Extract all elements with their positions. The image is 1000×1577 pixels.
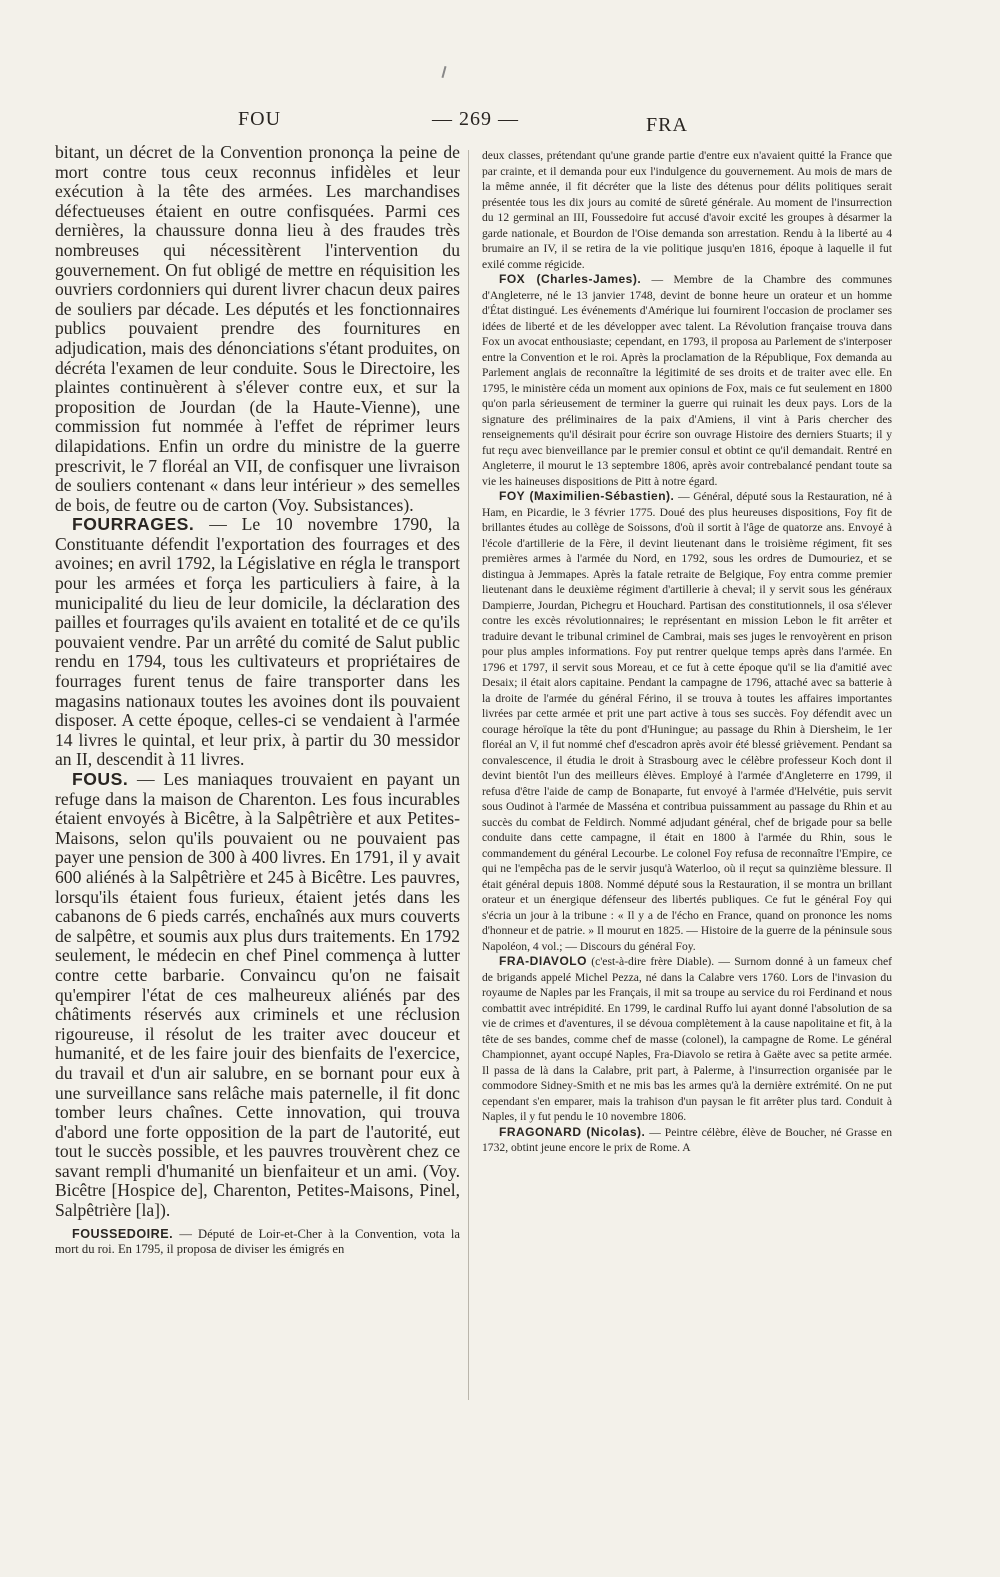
- entry-text: (c'est-à-dire frère Diable). — Surnom donné à un fameux chef de brigands appelé Michel Pezza, né dans la Calabre vers 1760. Lors de l'invasion du royaume de Naples par les Français, il mit sa troupe au service du roi Ferdinand et nous combattit avec intrépidité. En 1799, le cardinal Ruffo lui ayant donné l'absolution de sa vie de crimes et d'aventures, il se dévoua complètement à la cause napolitaine et fit, à la tête de ses bandes, comme chef de masse (colonel), la campagne de Rome. Le général Championnet, ayant occupé Naples, Fra-Diavolo se retira à Gaëte avec sa petite armée. Il passa de là dans la Calabre, prit part, à Palerme, à l'insurrection organisée par le commodore Sidney-Smith et ne mis bas les armes qu'à la dernière extrémité. On ne put cependant s'en emparer, mais la trahison d'un paysan le fit arrêter plus tard. Conduit à Naples, il y fut pendu le 10 novembre 1806.: [482, 955, 892, 1123]
- paragraph-text: deux classes, prétendant qu'une grande partie d'entre eux n'avaient quitté la France que par crainte, et il demanda pour eux l'indulgence du gouvernement. Au mois de mars de la même année, il fit décréter que la liste des détenus pour délits politiques serait présentée tous les dix jours au comité de sûreté générale. Au moment de l'insurrection du 12 germinal an III, Foussedoire fut accusé d'avoir excité les groupes à désarmer la garde nationale, et Bourdon de l'Oise demanda son arrestation. Rendu à la liberté au 4 brumaire an IV, il se retira de la vie politique jusqu'en 1816, époque à laquelle il fut exilé comme régicide.: [482, 149, 892, 271]
- column-divider: [468, 150, 469, 1400]
- paragraph: [482, 148, 892, 272]
- entry-heading: FOX (Charles-James).: [499, 272, 642, 286]
- entry-text: — Le 10 novembre 1790, la Constituante défendit l'exportation des fourrages et des avoines; en avril 1792, la Législative en régla le transport pour les armées et força les particuliers à faire, à la municipalité du lieu de leur domicile, la déclaration des pailles et fourrages qu'ils avaient en totalité et de ce qu'ils pouvaient vendre. Par un arrêté du comité de Salut public rendu en 1794, tous les cultivateurs et propriétaires de fourrages furent tenus de faire transporter dans les magasins nationaux toutes les avoines dont ils pouvaient disposer. A cette époque, celles-ci se vendaient à l'armée 14 livres le quintal, et leur prix, à partir du 30 messidor an II, descendit à 11 livres.: [55, 514, 460, 770]
- running-header: [0, 108, 1000, 138]
- entry-text: — Député de Loir-et-Cher à la Convention, vota la mort du roi. En 1795, il proposa de diviser les émigrés en: [55, 1226, 460, 1257]
- entry-text: — Membre de la Chambre des communes d'Angleterre, né le 13 janvier 1748, devint de bonne heure un orateur et un homme d'État distingué. Les événements d'Amérique lui fournirent l'occasion de proclamer ses idées de liberté et de les développer avec talent. La Révolution française trouva dans Fox un avocat enthousiaste; cependant, en 1793, il proposa au Parlement de s'interposer entre la Convention et le roi. Après la proclamation de la République, Fox demanda au Parlement anglais de reconnaître la légitimité de ses droits et de traiter avec elle. En 1795, le ministère céda un moment aux opinions de Fox, mais ce fut seulement en 1800 qu'on parla sérieusement de terminer la guerre qui ruinait les deux pays. Lors de la signature des préliminaires de la paix d'Amiens, il vint à Paris chercher des renseignements qu'il désirait pour écrire son ouvrage Histoire des derniers Stuarts; il y fut reçu avec bienveillance par le premier consul et obtint ce qu'il demandait. Rentré en Angleterre, il mourut le 13 septembre 1806, après avoir contrebalancé pendant toute sa vie les haineuses dispositions de Pitt à notre égard.: [482, 273, 892, 488]
- page-number: — 269 —: [432, 108, 519, 130]
- entry-heading: FOUS.: [72, 769, 129, 789]
- entry-foy: [482, 489, 892, 954]
- entry-heading: FRA-DIAVOLO: [499, 954, 587, 968]
- paragraph-text: bitant, un décret de la Convention prononça la peine de mort contre tous ceux reconnus infidèles et leur exécution à la tête des armées. Les marchandises défectueuses étaient en outre confisquées. Parmi ces dernières, la chaussure donna lieu à des fraudes très nombreuses qui nécessitèrent l'intervention du gouvernement. On fut obligé de mettre en réquisition les ouvriers cordonniers qui durent livrer chacun deux paires de souliers par décade. Les députés et les fonctionnaires publics pouvaient prendre des fournitures en adjudication, mais des dénonciations s'étant produites, on décréta l'examen de leur conduite. Sous le Directoire, les plaintes continuèrent à s'élever contre eux, et sur la proposition de Jourdan (de la Haute-Vienne), une commission fut nommée à l'effet de réprimer leurs dilapidations. Enfin un ordre du ministre de la guerre prescrivit, le 7 floréal an VII, de confisquer une livraison de souliers contenant « dans leur intérieur » des semelles de bois, de feutre ou de carton (Voy. Subsistances).: [55, 142, 460, 515]
- entry-fox: [482, 272, 892, 489]
- header-right: FRA: [646, 114, 688, 136]
- entry-heading: FOY (Maximilien-Sébastien).: [499, 489, 675, 503]
- header-left: FOU: [238, 108, 282, 130]
- entry-fra-diavolo: [482, 954, 892, 1125]
- entry-foussedoire: [55, 1227, 460, 1258]
- entry-text: — Peintre célèbre, élève de Boucher, né Grasse en 1732, obtint jeune encore le prix de Rome. A: [482, 1125, 892, 1154]
- left-column: [55, 143, 460, 1258]
- entry-fourrages: [55, 515, 460, 770]
- entry-fous: [55, 770, 460, 1221]
- entry-heading: FOUSSEDOIRE.: [72, 1226, 174, 1241]
- ink-mark: [441, 66, 446, 78]
- entry-fragonard: [482, 1125, 892, 1156]
- paragraph: [55, 143, 460, 515]
- entry-heading: FOURRAGES.: [72, 514, 195, 535]
- entry-text: — Les maniaques trouvaient en payant un refuge dans la maison de Charenton. Les fous incurables étaient envoyés à Bicêtre, à la Salpêtrière et aux Petites-Maisons, selon qu'ils pouvaient ou ne pouvaient pas payer une pension de 300 à 400 livres. En 1791, il y avait 600 aliénés à la Salpêtrière et 245 à Bicêtre. Les pauvres, lorsqu'ils étaient fous furieux, étaient jetés dans les cabanons de 6 pieds carrés, enchaînés aux murs couverts de salpêtre, et soumis aux plus durs traitements. En 1792 seulement, le médecin en chef Pinel commença à lutter contre cette barbarie. Convaincu qu'on ne faisait qu'empirer l'état de ces malheureux aliénés par des châtiments réservés aux criminels et une réclusion rigoureuse, il résolut de les traiter avec douceur et humanité, et de les faire jouir des bienfaits de l'exercice, du travail et d'un air salubre, en se bornant pour eux à une surveillance sans relâche mais paternelle, il fit donc tomber leurs chaînes. Cette innovation, qui trouva d'abord une forte opposition de la part de l'autorité, eut tout le succès possible, et les pauvres trouvèrent chez ce savant rempli d'humanité un bienfaiteur et un ami. (Voy. Bicêtre [Hospice de], Charenton, Petites-Maisons, Pinel, Salpêtrière [la]).: [55, 769, 460, 1221]
- right-column: [482, 148, 892, 1156]
- entry-heading: FRAGONARD (Nicolas).: [499, 1124, 646, 1139]
- entry-text: — Général, député sous la Restauration, né à Ham, en Picardie, le 3 février 1775. Doué des plus heureuses dispositions, Foy fit de brillantes études au collège de Soissons, d'où il sortit à l'âge de quatorze ans. Envoyé à l'école d'artillerie de la Fère, il devint lieutenant dans le troisième régiment, fit ses premières armes à l'armée du Nord, en 1792, sous les ordres de Dumouriez, et se distingua à Jemmapes. Après la fatale retraite de Belgique, Foy entra comme premier lieutenant dans le deuxième régiment d'artillerie à cheval; il y servit sous les généraux Dampierre, Jourdan, Pichegru et Houchard. Partisan des constitutionnels, il osa s'élever contre les excès révolutionnaires; le représentant en mission Lebon le fit arrêter et traduire devant le tribunal criminel de Cambrai, mais ses juges le renvoyèrent en prison pour plus amples informations. Foy put rentrer quelque temps après dans l'armée. En 1796 et 1797, il servit sous Moreau, et ce fut à cette époque qu'il se lia d'amitié avec Desaix; il était alors capitaine. Pendant la campagne de 1796, attaché avec sa batterie à la droite de l'armée du général Férino, il se trouva à toutes les affaires importantes livrées par cette armée et prit une part active à tous ses succès. Foy défendit avec un courage héroïque la tête du pont d'Huningue; au passage du Rhin à Diersheim, le 1er floréal an V, il fut nommé chef d'escadron après avoir été blessé grièvement. Pendant sa convalescence, il étudia le droit à Strasbourg avec le célèbre professeur Koch dont il devint bientôt l'un des meilleurs élèves. Employé à l'armée d'Angleterre en 1799, il refusa d'être l'aide de camp de Bonaparte, fut envoyé à l'armée d'Helvétie, puis servit sous Oudinot à l'armée de Masséna et contribua puissamment au passage du Rhin et au succès du combat de Feldirch. Nommé adjudant général, chef de brigade pour sa belle conduite dans cette campagne, il était en 1800 à l'armée du Rhin, sous le commandement du général Lecourbe. Le colonel Foy refusa de reconnaître l'Empire, ce qui ne l'empêcha pas de le servir jusqu'à Waterloo, où il reçut sa quinzième blessure. Il était général depuis 1808. Nommé député sous la Restauration, il se montra un brillant orateur et un énergique défenseur des libertés publiques. Ce fut le général Foy qui s'écria un jour à la tribune : « Il y a de l'écho en France, quand on prononce les noms d'honneur et de patrie. » Il mourut en 1825. — Histoire de la guerre de la péninsule sous Napoléon, 4 vol.; — Discours du général Foy.: [482, 490, 892, 953]
